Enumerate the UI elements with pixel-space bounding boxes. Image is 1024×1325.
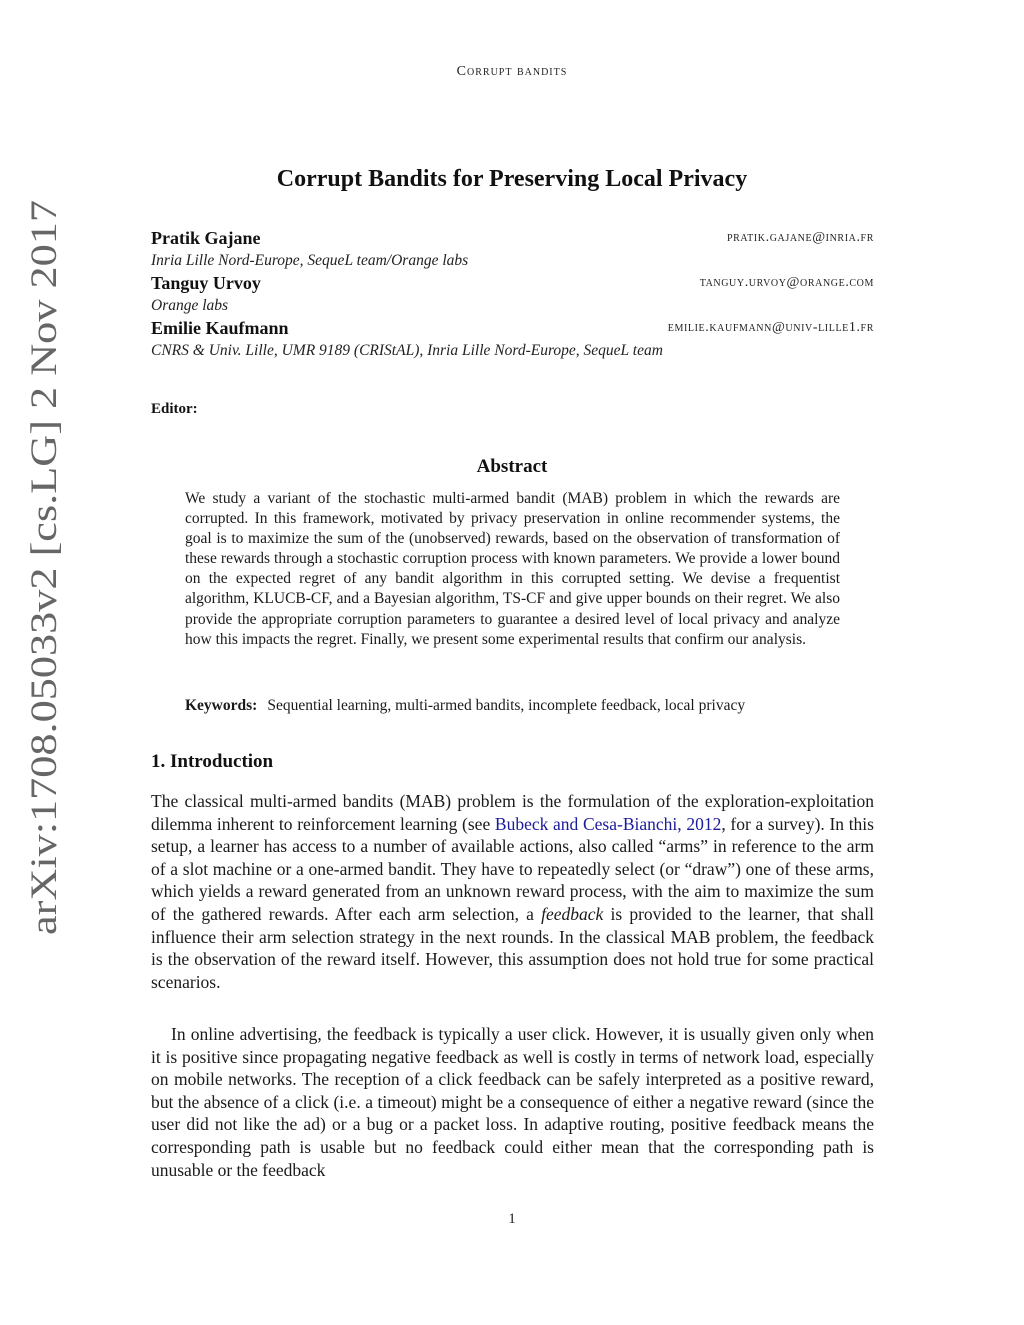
running-head: Corrupt bandits xyxy=(456,64,568,79)
author-email[interactable]: emilie.kaufmann@univ-lille1.fr xyxy=(667,320,874,335)
citation-link[interactable]: Bubeck and Cesa-Bianchi, 2012 xyxy=(494,813,722,834)
section-heading: 1. Introduction xyxy=(151,751,274,772)
abstract-heading: Abstract xyxy=(476,456,548,477)
page-number: 1 xyxy=(508,1211,516,1227)
intro-text: is provided to the learner, that shall influence their arm selection strategy in the next rounds. In the classical MAB problem, the feedback is the observation of the reward itself. However, this assumption does not hold true for some practical scenarios. xyxy=(151,903,874,992)
editor-label: Editor: xyxy=(151,401,198,417)
author-affiliation: Orange labs xyxy=(151,297,229,314)
arxiv-stamp-text: arXiv:1708.05033v2 [cs.LG] 2 Nov 2017 xyxy=(24,320,65,935)
author-name: Tanguy Urvoy xyxy=(151,273,261,293)
intro-paragraph-1 xyxy=(151,790,874,993)
author-block-1 xyxy=(151,228,874,250)
abstract-text: We study a variant of the stochastic multi-armed bandit (MAB) problem in which the rewards are corrupted. In this framework, motivated by privacy preservation in online recommender systems, the goal is to maximize the sum of the (unobserved) rewards, based on the observation of transformation of these rewards through a stochastic corruption process with known parameters. We provide a lower bound on the expected regret of any bandit algorithm in this corrupted setting. We devise a frequentist algorithm, KLUCB-CF, and a Bayesian algorithm, TS-CF and give upper bounds on their regret. We also provide the appropriate corruption parameters to guarantee a desired level of local privacy and analyze how this impacts the regret. Finally, we present some experimental results that confirm our analysis. xyxy=(185,490,840,648)
author-email[interactable]: pratik.gajane@inria.fr xyxy=(727,230,874,245)
intro-paragraph-2: In online advertising, the feedback is typically a user click. However, it is usually given only when it is positive since propagating negative feedback as well is costly in terms of network load, especially on mobile networks. The reception of a click feedback can be safely interpreted as a positive reward, but the absence of a click (i.e. a timeout) might be a consequence of either a negative reward (since the user did not like the ad) or a bug or a packet loss. In adaptive routing, positive feedback means the corresponding path is usable but no feedback could either mean that the corresponding path is unusable or the feedback xyxy=(151,1024,874,1180)
arxiv-stamp xyxy=(4,200,84,950)
keywords-text: Sequential learning, multi-armed bandits, incomplete feedback, local privacy xyxy=(267,697,746,714)
keywords xyxy=(185,697,865,715)
author-name: Pratik Gajane xyxy=(151,228,261,248)
author-affiliation: Inria Lille Nord-Europe, SequeL team/Orange labs xyxy=(151,252,469,269)
paper-title: Corrupt Bandits for Preserving Local Privacy xyxy=(276,166,748,192)
author-name: Emilie Kaufmann xyxy=(151,318,289,338)
author-email[interactable]: tanguy.urvoy@orange.com xyxy=(699,275,874,290)
intro-text: , for a survey). In this setup, a learner has access to a number of available actions, also called “arms” in reference to the arm of a slot machine or a one-armed bandit. They have to repeatedly select (or “draw”) one of these arms, which yields a reward generated from an unknown reward process, with the aim to maximize the sum of the gathered rewards. After each arm selection, a xyxy=(151,813,874,924)
intro-text: The classical multi-armed bandits (MAB) problem is the formulation of the exploration-exploitation dilemma inherent to reinforcement learning (see xyxy=(151,791,874,834)
author-affiliation: CNRS & Univ. Lille, UMR 9189 (CRIStAL), Inria Lille Nord-Europe, SequeL team xyxy=(151,342,663,359)
author-block-3 xyxy=(151,318,874,340)
emphasis-text: feedback xyxy=(541,903,604,924)
keywords-label: Keywords: xyxy=(185,697,258,714)
author-block-2 xyxy=(151,273,874,295)
